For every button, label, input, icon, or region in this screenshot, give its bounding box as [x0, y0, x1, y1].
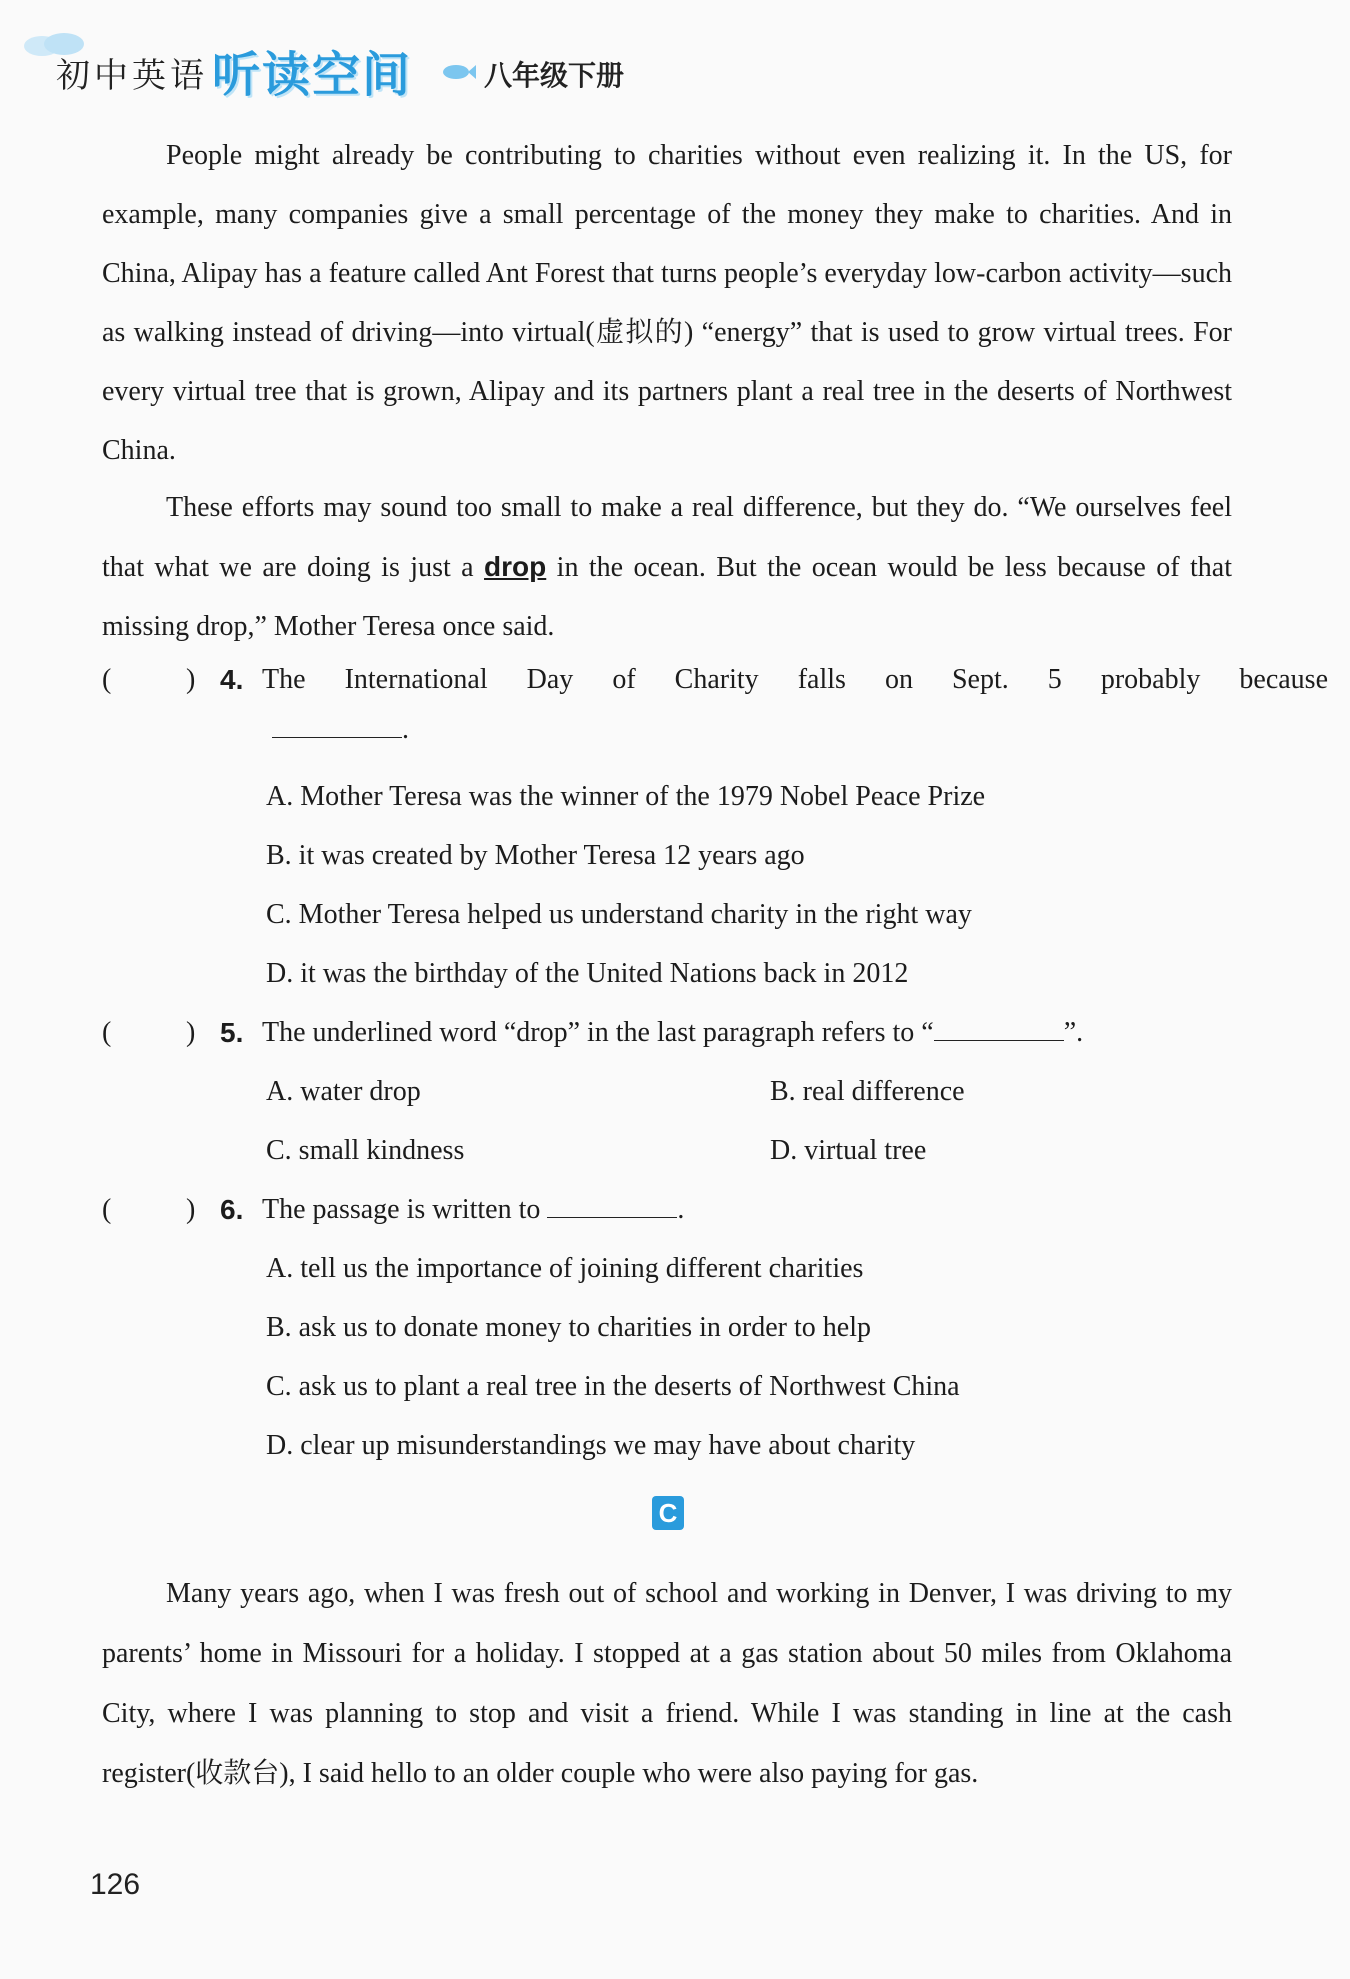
option-4b[interactable]: B. it was created by Mother Teresa 12 years ago: [266, 840, 805, 871]
question-stem: [262, 1013, 1328, 1053]
option-5c[interactable]: C. small kindness: [266, 1135, 465, 1166]
answer-paren-open[interactable]: (: [102, 1017, 112, 1048]
question-number: 4.: [220, 664, 244, 695]
question-stem-text: The International Day of Charity falls on Sept. 5 probably because: [262, 664, 1328, 695]
question-6: [102, 1190, 1232, 1234]
option-5b[interactable]: B. real difference: [770, 1076, 965, 1107]
question-stem-text: The passage is written to: [262, 1194, 541, 1225]
answer-paren-close: ): [186, 1017, 196, 1048]
answer-blank[interactable]: [934, 1016, 1064, 1041]
question-5: [102, 1013, 1232, 1057]
question-stem-end: ”.: [1063, 1017, 1084, 1048]
answer-paren-close: ): [186, 1194, 196, 1225]
option-4d[interactable]: D. it was the birthday of the United Nations back in 2012: [266, 958, 909, 989]
option-4a[interactable]: A. Mother Teresa was the winner of the 1979 Nobel Peace Prize: [266, 781, 986, 812]
answer-paren-open[interactable]: (: [102, 1194, 112, 1225]
question-number: 6.: [220, 1194, 244, 1225]
fish-decoration-icon: [440, 62, 476, 82]
passage-b-paragraph-2-start: These efforts may sound too small to make a real difference, but they do. “We ourselves feel that what we are doing is just a: [102, 492, 1232, 583]
passage-b-paragraph-1: People might already be contributing to charities without even realizing it. In the US, for example, many companies give a small percentage of the money they make to charities. And in China, Alipay has a feature called Ant Forest that turns people’s everyday low-carbon activity—such as walking instead of driving—into virtual(虚拟的) “energy” that is used to grow virtual trees. For every virtual tree that is grown, Alipay and its partners plant a real tree in the deserts of Northwest China.: [102, 140, 1232, 466]
question-4: [102, 660, 1328, 760]
option-5a[interactable]: A. water drop: [266, 1076, 421, 1107]
grade-label: 八年级下册: [484, 59, 625, 92]
answer-blank[interactable]: [547, 1193, 677, 1218]
answer-blank[interactable]: .: [272, 710, 409, 750]
book-title: 初中英语: [56, 56, 208, 96]
page-number: 126: [90, 1868, 141, 1901]
option-4c[interactable]: C. Mother Teresa helped us understand charity in the right way: [266, 899, 972, 930]
question-stem: The passage is written to .: [262, 1194, 685, 1225]
passage-b-paragraph-2-end: in the ocean. But the ocean would be less because of that missing drop,” Mother Teresa once said.: [102, 552, 1232, 642]
option-6c[interactable]: C. ask us to plant a real tree in the deserts of Northwest China: [266, 1371, 960, 1402]
option-6d[interactable]: D. clear up misunderstandings we may have about charity: [266, 1430, 916, 1461]
page-header: [0, 0, 1350, 120]
question-number: 5.: [220, 1017, 244, 1048]
answer-paren-open[interactable]: (: [102, 664, 112, 695]
section-c-badge: C: [652, 1496, 684, 1530]
passage-b-paragraph-2: [102, 478, 1232, 656]
passage-c-paragraph-1: Many years ago, when I was fresh out of school and working in Denver, I was driving to my parents’ home in Missouri for a holiday. I stopped at a gas station about 50 miles from Oklahoma City, where I was planning to stop and visit a friend. While I was standing in line at the cash register(收款台), I said hello to an older couple who were also paying for gas.: [102, 1578, 1232, 1789]
option-5d[interactable]: D. virtual tree: [770, 1135, 927, 1166]
brand-logo: 听读空间: [212, 47, 413, 103]
question-stem: [262, 660, 1328, 700]
underlined-word-drop: drop: [484, 551, 547, 582]
answer-paren-close: ): [186, 664, 196, 695]
question-stem-text: The underlined word “drop” in the last paragraph refers to “: [262, 1017, 934, 1048]
option-6b[interactable]: B. ask us to donate money to charities in order to help: [266, 1312, 871, 1343]
option-6a[interactable]: A. tell us the importance of joining different charities: [266, 1253, 864, 1284]
